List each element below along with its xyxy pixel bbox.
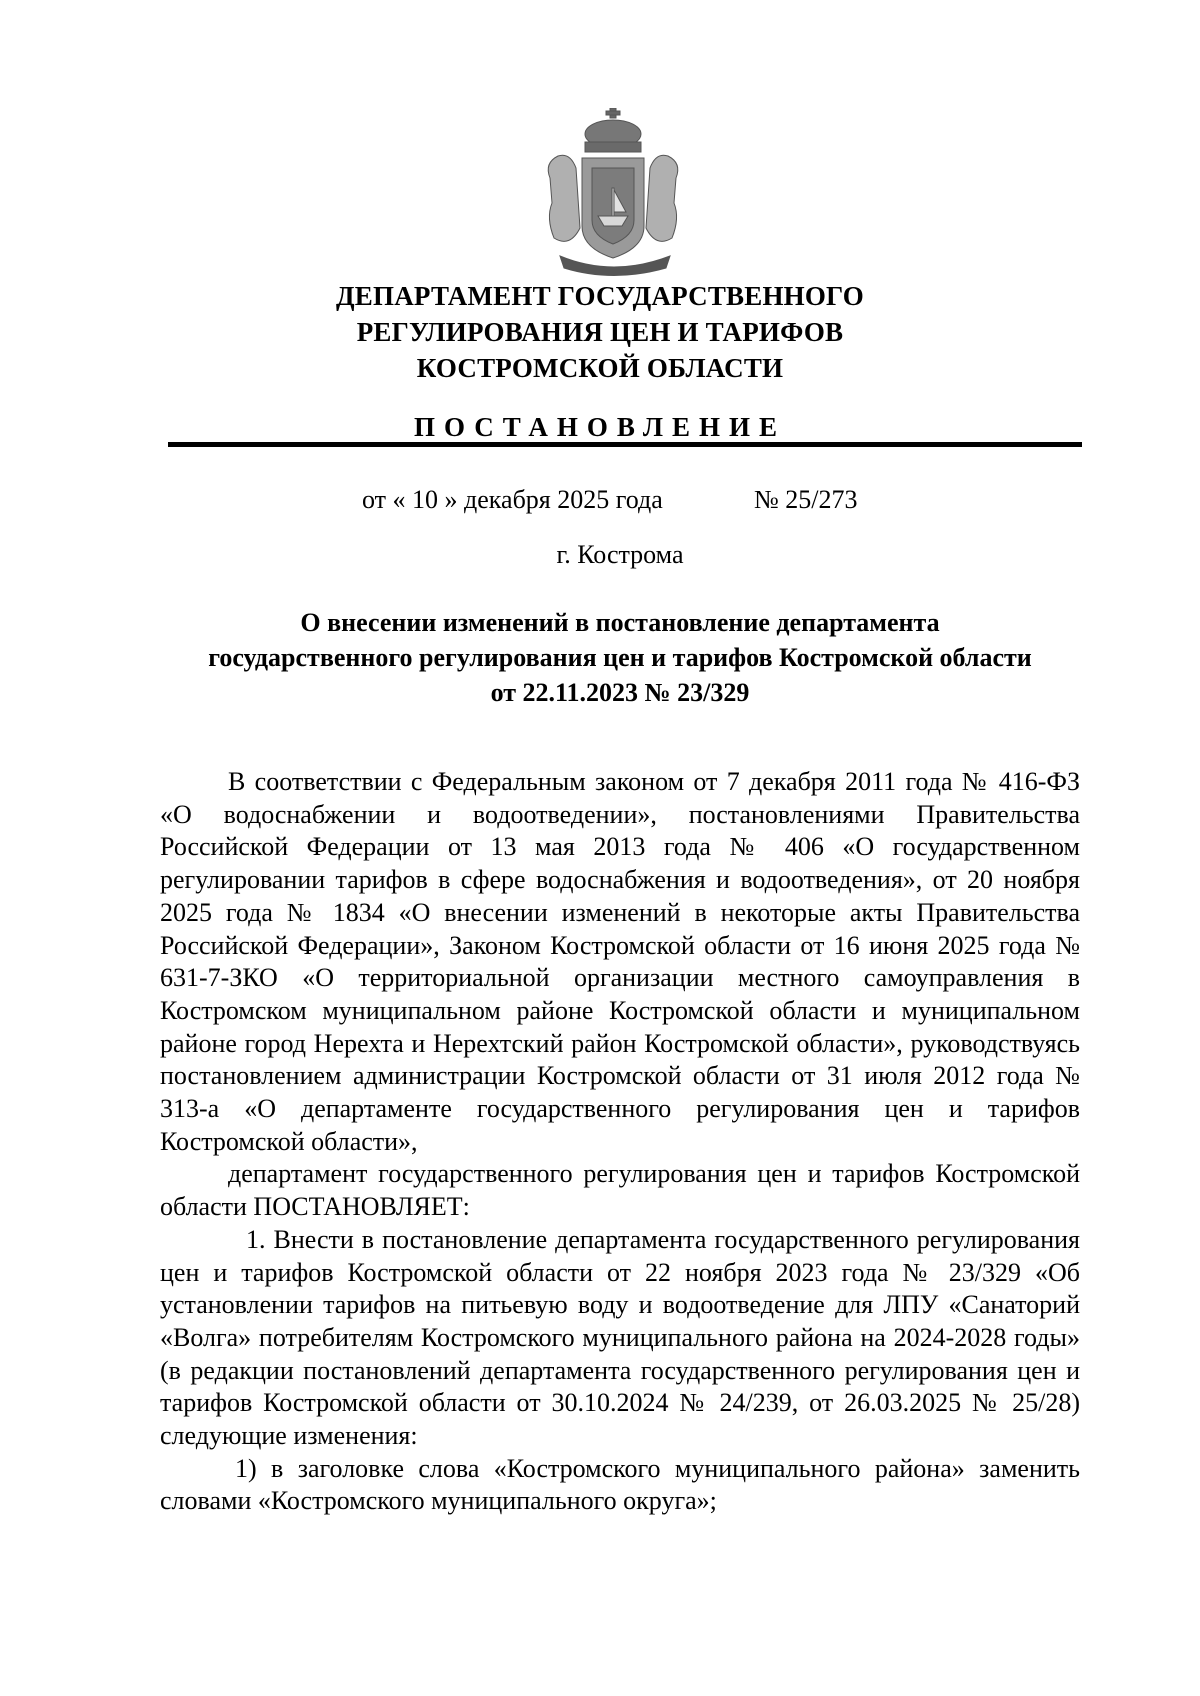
preamble-paragraph: В соответствии с Федеральным законом от 7 декабря 2011 года № 416-ФЗ «О водоснабжении и водоотведении», постановлениями Правительства Российской Федерации от 13 мая 2013 года № 406 «О государственном регулировании тарифов в сфере водоснабжения и водоотведения», от 20 ноября 2025 года № 1834 «О внесении изменений в некоторые акты Правительства Российской Федерации», Законом Костромской области от 16 июня 2025 года № 631-7-ЗКО «О территориальной организации местного самоуправления в Костромском муниципальном районе Костромской области и муниципальном районе город Нерехта и Нерехтский район Костромской области», руководствуясь постановлением администрации Костромской области от 31 июля 2012 года № 313-а «О департаменте государственного регулирования цен и тарифов Костромской области», (160, 767, 1080, 1156)
department-line: КОСТРОМСКОЙ ОБЛАСТИ (416, 353, 784, 383)
subject-line: от 22.11.2023 № 23/329 (490, 678, 750, 707)
subitem-1-paragraph: 1) в заголовке слова «Костромского муниципального района» заменить словами «Костромского муниципального округа»; (160, 1453, 1080, 1516)
department-line: РЕГУЛИРОВАНИЯ ЦЕН И ТАРИФОВ (356, 317, 844, 347)
document-body (160, 766, 1080, 1518)
header-divider (168, 442, 1082, 447)
city: г. Кострома (556, 540, 684, 569)
department-name (0, 278, 1200, 386)
subject-line: О внесении изменений в постановление департамента (300, 608, 940, 637)
department-line: ДЕПАРТАМЕНТ ГОСУДАРСТВЕННОГО (336, 281, 864, 311)
coat-of-arms-icon (540, 108, 690, 278)
document-number: № 25/273 (754, 485, 858, 514)
item-1-paragraph: 1. Внести в постановление департамента государственного регулирования цен и тарифов Костромской области от 22 ноября 2023 года № 23/329 «Об установлении тарифов на питьевую воду и водоотведение для ЛПУ «Санаторий «Волга» потребителям Костромского муниципального района на 2024-2028 годы» (в редакции постановлений департамента государственного регулирования цен и тарифов Костромской области от 30.10.2024 № 24/239, от 26.03.2025 № 25/28) следующие изменения: (160, 1224, 1080, 1451)
resolves-paragraph: департамент государственного регулирования цен и тарифов Костромской области ПОСТАНОВЛЯЕТ: (160, 1159, 1080, 1222)
date-text: от « 10 » декабря 2025 года (362, 485, 663, 514)
document-subject (100, 605, 1140, 710)
document-type-title: ПОСТАНОВЛЕНИЕ (413, 412, 787, 442)
document-date (362, 485, 858, 515)
subject-line: государственного регулирования цен и тарифов Костромской области (208, 643, 1032, 672)
